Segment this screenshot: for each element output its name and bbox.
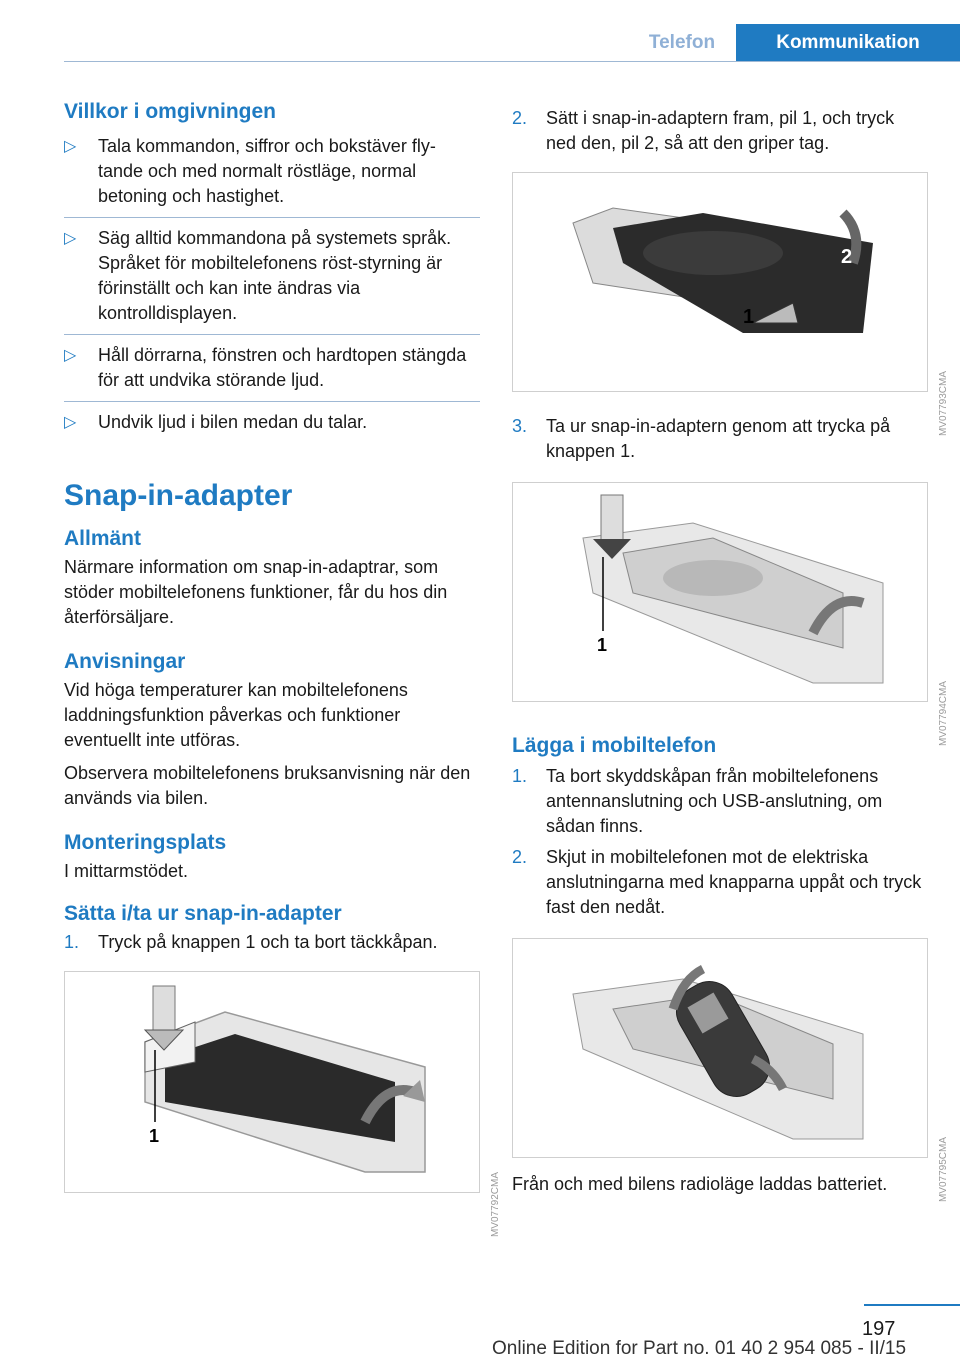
phone-insert-illustration xyxy=(513,939,927,1157)
right-column xyxy=(512,100,949,1203)
lagga-heading: Lägga i mobiltelefon xyxy=(512,734,717,757)
figure-label: 2 xyxy=(841,246,853,268)
list-item: ▷ Undvik ljud i bilen medan du talar. xyxy=(64,410,480,435)
allmant-heading: Allmänt xyxy=(64,527,142,550)
list-item: 1. Tryck på knappen 1 och ta bort täckkåpan. xyxy=(64,932,438,952)
figure-code: MV07795CMA xyxy=(938,1137,949,1203)
figure-code: MV07793CMA xyxy=(938,371,949,437)
figure-label: 1 xyxy=(597,635,608,655)
figure-label: 1 xyxy=(743,306,755,328)
list-item: 3. Ta ur snap-in-adaptern genom att trycka på knappen 1. xyxy=(512,416,891,461)
list-item: 1. Ta bort skyddskåpan från mobiltelefonens antennanslutning och USB-anslutning, om sådan finns. xyxy=(512,766,883,836)
lagga-steps xyxy=(512,764,928,920)
header-rule xyxy=(64,61,960,62)
left-column xyxy=(64,100,501,1238)
list-item: ▷ Säg alltid kommandona på systemets språk. Språket för mobiltelefonens röst-styrning är förinställt och kan inte ändras via kontrolldisplayen. xyxy=(64,228,452,323)
allmant-text: Närmare information om snap-in-adaptrar, som stöder mobiltelefonens funktioner, får du hos din återförsäljare. xyxy=(64,557,448,627)
chapter-tab[interactable]: Kommunikation xyxy=(736,24,960,61)
anvisningar-text-1: Vid höga temperaturer kan mobiltelefonens laddningsfunktion påverkas och funktioner eventuellt inte utföras. xyxy=(64,680,408,750)
list-item: 2. Sätt i snap-in-adaptern fram, pil 1, och tryck ned den, pil 2, så att den griper tag. xyxy=(512,108,895,153)
snap-in-heading: Snap-in-adapter xyxy=(64,479,293,512)
footer-rule xyxy=(864,1304,960,1306)
page-number: 197 xyxy=(862,1318,896,1340)
monteringsplats-text: I mittarmstödet. xyxy=(64,861,189,881)
triangle-bullet-icon: ▷ xyxy=(64,230,77,247)
villkor-heading: Villkor i omgivningen xyxy=(64,100,276,123)
triangle-bullet-icon: ▷ xyxy=(64,138,77,155)
armrest-illustration xyxy=(65,972,479,1192)
adapter-insert-illustration xyxy=(513,173,927,391)
figure-code: MV07794CMA xyxy=(938,681,949,747)
satta-steps-cont xyxy=(512,106,928,156)
divider xyxy=(64,401,480,402)
anvisningar-heading: Anvisningar xyxy=(64,650,186,673)
figure-label: 1 xyxy=(149,1126,160,1146)
monteringsplats-heading: Monteringsplats xyxy=(64,831,227,854)
figure-code: MV07792CMA xyxy=(490,1172,501,1238)
battery-note: Från och med bilens radioläge laddas batteriet. xyxy=(512,1174,888,1194)
triangle-bullet-icon: ▷ xyxy=(64,414,77,431)
adapter-remove-illustration xyxy=(513,483,927,701)
edition-text: Online Edition for Part no. 01 40 2 954 085 - II/15 xyxy=(492,1338,907,1359)
list-item: 2. Skjut in mobiltelefonen mot de elektriska anslutningarna med knapparna uppåt och tryck fast den nedåt. xyxy=(512,847,922,917)
remove-steps xyxy=(512,414,928,464)
satta-heading: Sätta i/ta ur snap-in-adapter xyxy=(64,902,342,925)
section-tab[interactable]: Telefon xyxy=(648,32,716,53)
anvisningar-text-2: Observera mobiltelefonens bruksanvisning när den används via bilen. xyxy=(64,763,471,808)
list-item: ▷ Tala kommandon, siffror och bokstäver fly-tande och med normalt röstläge, normal betoning och hastighet. xyxy=(64,136,436,206)
villkor-list xyxy=(64,134,480,435)
divider xyxy=(64,334,480,335)
figure-remove-cover xyxy=(64,971,501,1238)
divider xyxy=(64,217,480,218)
satta-steps xyxy=(64,930,480,955)
list-item: ▷ Håll dörrarna, fönstren och hardtopen stängda för att undvika störande ljud. xyxy=(64,345,467,390)
triangle-bullet-icon: ▷ xyxy=(64,347,77,364)
figure-insert-adapter xyxy=(512,172,949,437)
